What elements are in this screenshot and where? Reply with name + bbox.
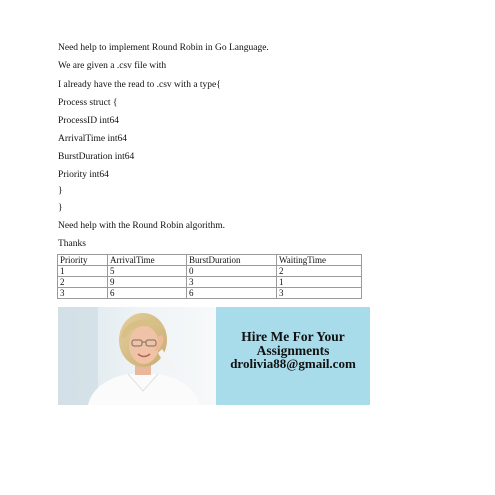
advertisement-text bbox=[216, 307, 370, 405]
table-cell: 3 bbox=[58, 288, 108, 299]
table-cell: 6 bbox=[187, 288, 277, 299]
table-row bbox=[58, 288, 362, 299]
table-header-cell: BurstDuration bbox=[187, 255, 277, 266]
table-row bbox=[58, 266, 362, 277]
question-line: Need help to implement Round Robin in Go Language. bbox=[58, 43, 269, 53]
table-cell: 6 bbox=[108, 288, 187, 299]
table-cell: 1 bbox=[58, 266, 108, 277]
code-line: ArrivalTime int64 bbox=[58, 134, 128, 144]
closing-line: Thanks bbox=[58, 239, 86, 249]
ad-headline: Assignments bbox=[256, 343, 330, 358]
question-line: We are given a .csv file with bbox=[58, 61, 167, 71]
table-cell: 0 bbox=[187, 266, 277, 277]
table-header-cell: WaitingTime bbox=[277, 255, 362, 266]
advertisement-banner bbox=[58, 307, 370, 405]
code-line: BurstDuration int64 bbox=[58, 152, 135, 162]
table-cell: 1 bbox=[277, 277, 362, 288]
table-header-cell: Priority bbox=[58, 255, 108, 266]
code-line: Priority int64 bbox=[58, 170, 109, 180]
table-cell: 2 bbox=[58, 277, 108, 288]
table-header-cell: ArrivalTime bbox=[108, 255, 187, 266]
table-cell: 5 bbox=[108, 266, 187, 277]
code-line: Process struct { bbox=[58, 98, 118, 108]
code-line: } bbox=[58, 186, 63, 196]
ad-headline: Hire Me For Your bbox=[241, 329, 345, 344]
table-header-row bbox=[58, 255, 362, 266]
table-cell: 3 bbox=[277, 288, 362, 299]
question-line: I already have the read to .csv with a type{ bbox=[58, 80, 221, 90]
table-cell: 3 bbox=[187, 277, 277, 288]
code-line: ProcessID int64 bbox=[58, 116, 119, 126]
table-row bbox=[58, 277, 362, 288]
ad-email: drolivia88@gmail.com bbox=[230, 356, 356, 371]
woman-photo bbox=[58, 307, 216, 405]
data-table bbox=[57, 254, 362, 299]
table-cell: 2 bbox=[277, 266, 362, 277]
table-cell: 9 bbox=[108, 277, 187, 288]
code-line: } bbox=[58, 203, 63, 213]
question-line: Need help with the Round Robin algorithm. bbox=[58, 221, 226, 231]
